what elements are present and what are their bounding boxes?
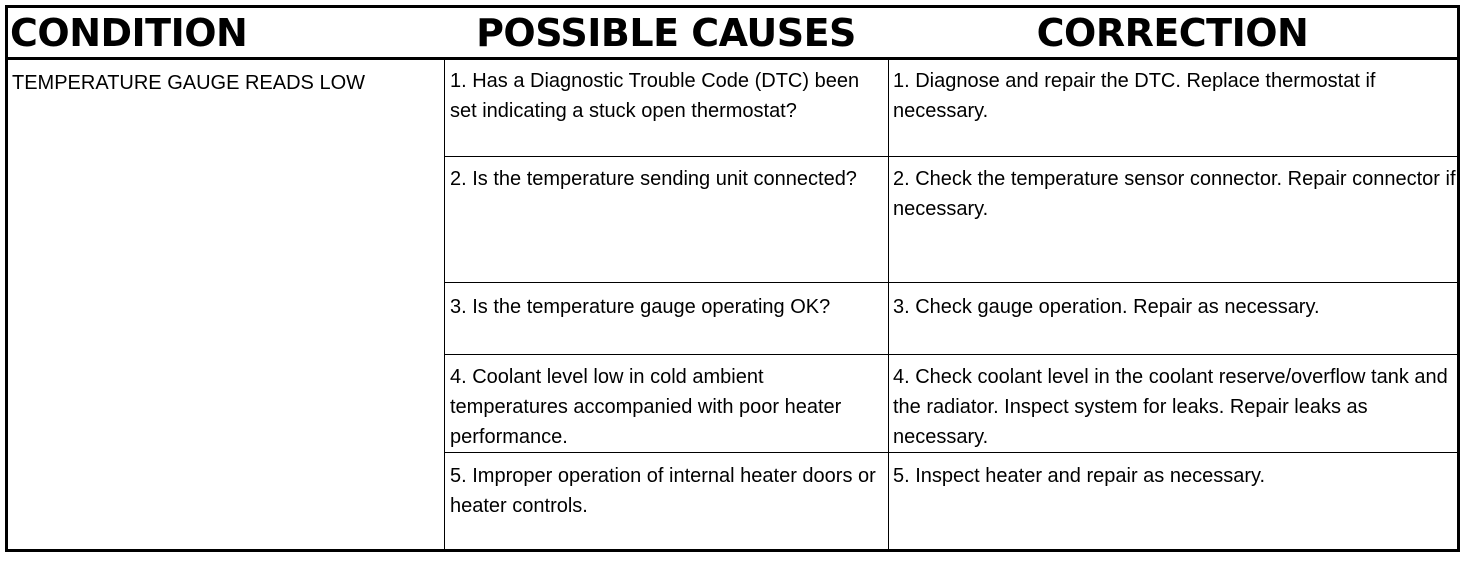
table-row xyxy=(445,354,1457,454)
header-correction: CORRECTION xyxy=(888,8,1457,60)
row-divider xyxy=(445,452,1457,453)
cause-cell: 2. Is the temperature sending unit connected? xyxy=(450,168,857,190)
correction-cell: 5. Inspect heater and repair as necessary. xyxy=(893,465,1266,487)
diagnosis-table xyxy=(5,5,1460,552)
row-divider xyxy=(445,282,1457,283)
table-row xyxy=(445,452,1457,551)
correction-cell: 1. Diagnose and repair the DTC. Replace thermostat if necessary. xyxy=(893,70,1376,122)
table-row xyxy=(445,156,1457,282)
row-divider xyxy=(445,354,1457,355)
condition-cell: TEMPERATURE GAUGE READS LOW xyxy=(12,72,366,94)
cause-cell: 4. Coolant level low in cold ambient temperatures accompanied with poor heater performance. xyxy=(450,366,842,448)
header-condition: CONDITION xyxy=(8,8,444,60)
header-possible-causes: POSSIBLE CAUSES xyxy=(444,8,888,60)
table-row xyxy=(445,282,1457,356)
cause-cell: 1. Has a Diagnostic Trouble Code (DTC) been set indicating a stuck open thermostat? xyxy=(450,70,860,122)
correction-cell: 3. Check gauge operation. Repair as necessary. xyxy=(893,296,1320,318)
correction-cell: 4. Check coolant level in the coolant reserve/overflow tank and the radiator. Inspect system for leaks. Repair leaks as necessary. xyxy=(893,366,1448,448)
cause-cell: 3. Is the temperature gauge operating OK? xyxy=(450,296,831,318)
cause-cell: 5. Improper operation of internal heater doors or heater controls. xyxy=(450,465,876,517)
table-row xyxy=(445,60,1457,158)
correction-cell: 2. Check the temperature sensor connector. Repair connector if necessary. xyxy=(893,168,1456,220)
row-divider xyxy=(445,156,1457,157)
